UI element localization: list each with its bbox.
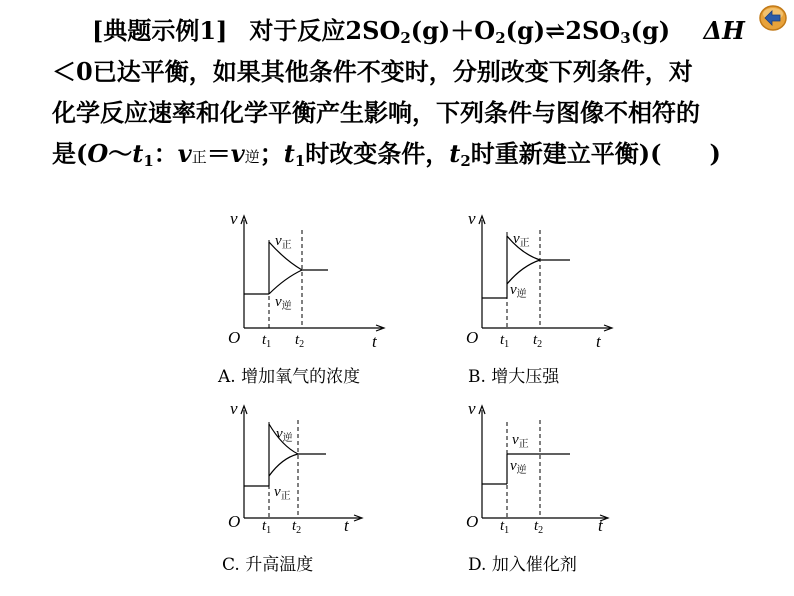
question-line-2: ＜0已达平衡，如果其他条件不变时，分别改变下列条件，对 — [52, 57, 693, 86]
t2-label: $t_2$ — [534, 518, 544, 536]
t-axis-label: t — [372, 332, 377, 351]
graph-d — [460, 400, 650, 550]
v-axis-label: v — [230, 209, 238, 228]
t2-label: $t_2$ — [292, 518, 302, 536]
v-ni-curve — [269, 270, 302, 294]
graph-b — [460, 210, 650, 360]
question-text — [52, 10, 772, 178]
t2-label: $t_2$ — [295, 332, 305, 350]
t-axis-label: t — [598, 516, 603, 535]
v-ni-label: $v_逆$ — [510, 458, 527, 476]
v-axis-label: v — [230, 399, 238, 418]
v-ni-curve — [507, 260, 540, 284]
v-zheng-label: $v_正$ — [274, 484, 291, 502]
v-ni-label: $v_逆$ — [510, 282, 527, 300]
v-ni-label: $v_逆$ — [275, 294, 292, 312]
origin-label: O — [466, 328, 479, 347]
question-line-3: 化学反应速率和化学平衡产生影响，下列条件与图像不相符的 — [52, 98, 700, 127]
v-axis-label: v — [468, 399, 476, 418]
caption-b: B. 增大压强 — [468, 367, 560, 387]
back-arrow-icon — [758, 4, 788, 32]
question-line-4: 是($O\sim t_1$：v正＝v逆；$t_1$时改变条件，$t_2$时重新建立平衡)( ) — [52, 139, 721, 170]
delta-h: ΔH — [703, 16, 745, 45]
caption-c: C. 升高温度 — [222, 555, 314, 575]
t1-label: $t_1$ — [500, 518, 510, 536]
t1-label: $t_1$ — [500, 332, 510, 350]
t-axis-label: t — [596, 332, 601, 351]
equilibrium-arrow: ⇌ — [545, 16, 566, 45]
back-button[interactable] — [758, 4, 788, 32]
t1-label: $t_1$ — [262, 518, 272, 536]
v-zheng-label: $v_正$ — [512, 432, 529, 450]
t-axis-label: t — [344, 516, 349, 535]
v-zheng-curve — [269, 454, 298, 476]
t1-label: $t_1$ — [262, 332, 272, 350]
graph-a — [222, 210, 412, 360]
graph-c — [222, 400, 412, 550]
question-line-1: [典题示例1] 对于反应$2SO_2(g)+O_2(g)\rightleftharpoons 2SO_3(g)$ ΔH — [92, 16, 745, 47]
caption-d: D. 加入催化剂 — [468, 555, 577, 575]
example-tag: [典题示例1] — [92, 16, 228, 45]
v-zheng-label: $v_正$ — [275, 233, 292, 251]
t2-label: $t_2$ — [533, 332, 543, 350]
origin-label: O — [228, 328, 241, 347]
caption-a: A. 增加氧气的浓度 — [218, 367, 361, 387]
origin-label: O — [466, 512, 479, 531]
v-ni-label: $v_逆$ — [276, 426, 293, 444]
v-zheng-label: $v_正$ — [513, 231, 530, 249]
origin-label: O — [228, 512, 241, 531]
v-axis-label: v — [468, 209, 476, 228]
